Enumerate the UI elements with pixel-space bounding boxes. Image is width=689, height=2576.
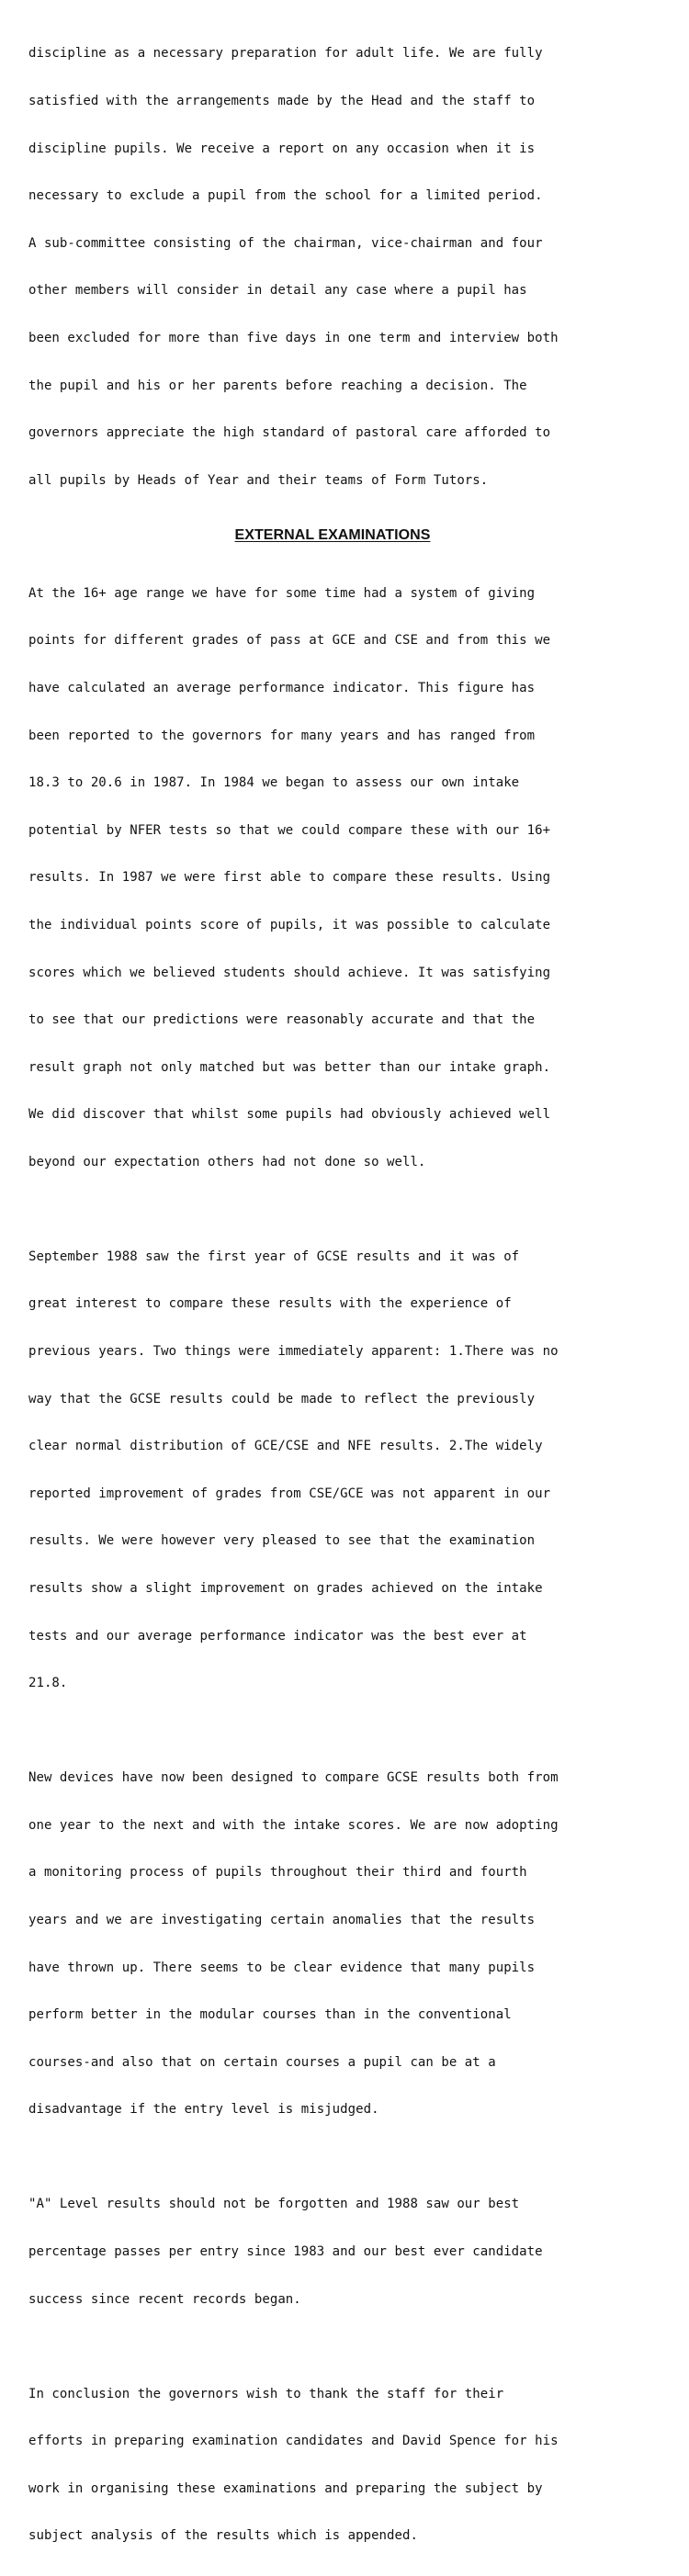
text-line: reported improvement of grades from CSE/GCE was not apparent in our xyxy=(28,1486,551,1501)
text-line: a monitoring process of pupils throughout their third and fourth xyxy=(28,1865,527,1881)
text-line: results. In 1987 we were first able to compare these results. Using xyxy=(28,870,551,886)
text-line: clear normal distribution of GCE/CSE and NFE results. 2.The widely xyxy=(28,1439,543,1454)
section-heading: EXTERNAL EXAMINATIONS xyxy=(234,527,431,544)
text-line: been excluded for more than five days in one term and interview both xyxy=(28,330,559,345)
text-line: We did discover that whilst some pupils had obviously achieved well xyxy=(28,1107,551,1123)
text-line: At the 16+ age range we have for some time had a system of giving xyxy=(28,585,536,601)
text-line: governors appreciate the high standard of pastoral care afforded to xyxy=(28,425,551,441)
text-line: New devices have now been designed to compare GCSE results both from xyxy=(28,1770,559,1786)
paragraph-points-system xyxy=(28,554,672,1202)
text-line: all pupils by Heads of Year and their teams of Form Tutors. xyxy=(28,472,489,488)
text-line: A sub-committee consisting of the chairman, vice-chairman and four xyxy=(28,235,543,251)
text-line: subject analysis of the results which is appended. xyxy=(28,2528,418,2544)
text-line: September 1988 saw the first year of GCSE results and it was of xyxy=(28,1248,520,1264)
text-line: have calculated an average performance indicator. This figure has xyxy=(28,680,536,695)
paragraph-gcse-1988 xyxy=(28,1217,672,1723)
text-line: courses-and also that on certain courses a pupil can be at a xyxy=(28,2054,496,2070)
text-line: "A" Level results should not be forgotten and 1988 saw our best xyxy=(28,2197,520,2212)
text-line: perform better in the modular courses than in the conventional xyxy=(28,2007,512,2023)
text-line: discipline pupils. We receive a report on any occasion when it is xyxy=(28,141,536,156)
text-line: the pupil and his or her parents before reaching a decision. The xyxy=(28,378,527,393)
text-line: result graph not only matched but was better than our intake graph. xyxy=(28,1059,551,1075)
text-line: have thrown up. There seems to be clear evidence that many pupils xyxy=(28,1960,536,1975)
text-line: 18.3 to 20.6 in 1987. In 1984 we began to assess our own intake xyxy=(28,775,520,791)
text-line: disadvantage if the entry level is misjudged. xyxy=(28,2102,379,2118)
text-line: In conclusion the governors wish to thank the staff for their xyxy=(28,2386,504,2401)
text-line: success since recent records began. xyxy=(28,2291,301,2307)
text-line: been reported to the governors for many years and has ranged from xyxy=(28,728,536,743)
text-line: tests and our average performance indicator was the best ever at xyxy=(28,1628,527,1644)
text-line: 21.8. xyxy=(28,1676,68,1691)
text-line: other members will consider in detail any case where a pupil has xyxy=(28,283,527,299)
text-line: discipline as a necessary preparation for adult life. We are fully xyxy=(28,46,543,62)
text-line: potential by NFER tests so that we could compare these with our 16+ xyxy=(28,822,551,838)
text-line: necessary to exclude a pupil from the school for a limited period. xyxy=(28,188,543,204)
text-line: previous years. Two things were immediately apparent: 1.There was no xyxy=(28,1344,559,1360)
text-line: to see that our predictions were reasonably accurate and that the xyxy=(28,1012,536,1028)
text-line: scores which we believed students should achieve. It was satisfying xyxy=(28,965,551,980)
text-line: years and we are investigating certain anomalies that the results xyxy=(28,1913,536,1927)
paragraph-a-level xyxy=(28,2165,672,2339)
text-line: one year to the next and with the intake scores. We are now adopting xyxy=(28,1817,559,1833)
text-line: way that the GCSE results could be made to reflect the previously xyxy=(28,1391,536,1407)
text-line: satisfied with the arrangements made by the Head and the staff to xyxy=(28,94,536,108)
text-line: percentage passes per entry since 1983 and our best ever candidate xyxy=(28,2243,543,2259)
text-line: great interest to compare these results with the experience of xyxy=(28,1296,512,1312)
document-page xyxy=(28,15,672,2576)
paragraph-new-devices xyxy=(28,1739,672,2150)
text-line: results show a slight improvement on grades achieved on the intake xyxy=(28,1581,543,1597)
text-line: efforts in preparing examination candidates and David Spence for his xyxy=(28,2434,559,2449)
text-line: work in organising these examinations and preparing the subject by xyxy=(28,2480,543,2496)
text-line: points for different grades of pass at GCE and CSE and from this we xyxy=(28,633,551,649)
paragraph-conclusion xyxy=(28,2355,672,2576)
text-line: results. We were however very pleased to see that the examination xyxy=(28,1533,536,1549)
text-line: the individual points score of pupils, it was possible to calculate xyxy=(28,917,551,932)
intro-paragraph xyxy=(28,15,672,520)
text-line: beyond our expectation others had not done so well. xyxy=(28,1154,426,1169)
